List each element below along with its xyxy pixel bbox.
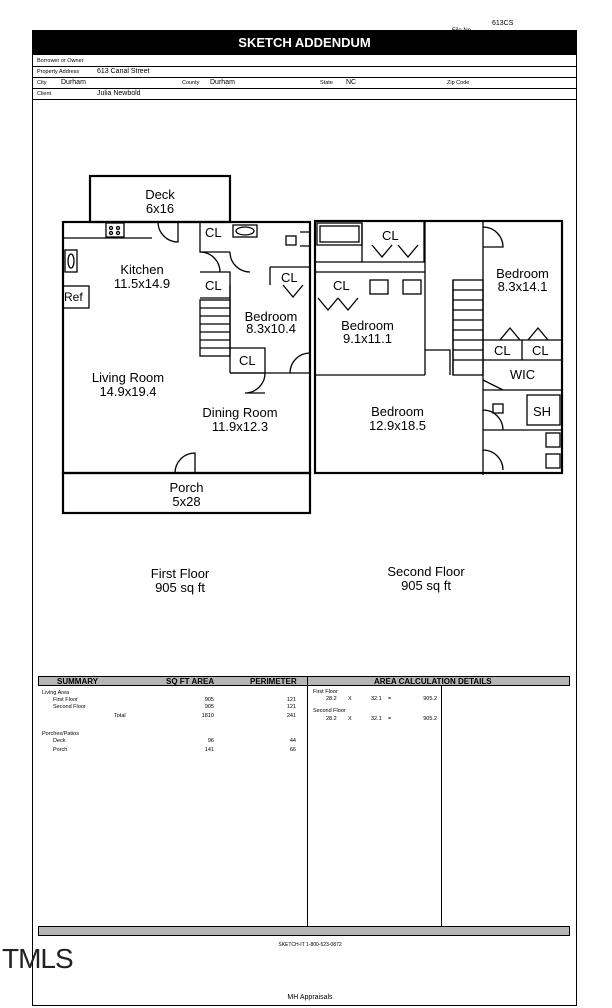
closet-label-8: CL [532,343,549,358]
total-row-label: Total [114,713,126,719]
dining-room-label: Dining Room 11.9x12.3 [202,405,278,434]
first-floor-area: 905 [204,697,214,703]
client-value: Julia Newbold [97,90,141,97]
summary-header [38,676,570,686]
first-floor-perimeter: 121 [286,697,296,703]
detail-x-2: X [348,716,352,722]
porch-area: 141 [204,747,214,753]
summary-footer-bar [38,926,570,936]
bedroom-2-label: Bedroom 8.3x14.1 [496,266,549,294]
sketchit-credit: SKETCH-IT 1-800-523-0872 [278,942,342,948]
closet-label-4: CL [239,353,256,368]
porch-perimeter: 66 [289,747,296,753]
bedroom-4-label: Bedroom 12.9x18.5 [368,404,427,433]
file-no-value: 613CS [492,20,514,27]
total-area: 1810 [201,713,214,719]
deck-row-label: Deck [53,738,66,744]
total-perimeter: 241 [286,713,296,719]
closet-label-6: CL [333,278,350,293]
detail-eq-1: = [388,696,392,702]
deck-perimeter: 44 [289,738,296,744]
detail-result-2: 905.2 [423,716,437,722]
property-value: 613 Canal Street [97,68,150,75]
perimeter-heading: PERIMETER [250,677,297,686]
city-label: City [37,80,47,86]
detail-eq-2: = [388,716,392,722]
detail-result-1: 905.2 [423,696,437,702]
second-floor-row-label: Second Floor [53,704,86,710]
ref-label: Ref [64,290,83,304]
bedroom-1-label: Bedroom 8.3x10.4 [244,309,298,336]
summary-heading: SUMMARY [57,677,99,686]
detail-a-2: 28.2 [326,716,337,722]
deck-area: 96 [207,738,214,744]
first-floor-outline [63,222,310,473]
kitchen-label: Kitchen 11.5x14.9 [113,262,171,291]
zip-label: Zip Code [447,80,470,86]
second-floor-perimeter: 121 [286,704,296,710]
detail-floor-1: First Floor [313,689,338,695]
second-floor-area: 905 [204,704,214,710]
sqft-heading: SQ FT AREA [166,677,215,686]
porch-label: Porch 5x28 [169,480,204,509]
porches-label: Porches/Patios [42,731,79,737]
detail-b-1: 32.1 [371,696,382,702]
details-heading: AREA CALCULATION DETAILS [374,677,492,686]
deck-label: Deck 6x16 [145,187,175,216]
state-label: State [320,80,333,86]
county-value: Durham [210,79,235,86]
closet-label-1: CL [205,225,222,240]
closet-label-3: CL [281,270,298,285]
first-floor-area-label: First Floor 905 sq ft [150,566,210,595]
closet-label-7: CL [494,343,511,358]
detail-b-2: 32.1 [371,716,382,722]
closet-label-2: CL [205,278,222,293]
first-floor-row-label: First Floor [53,697,78,703]
closet-label-5: CL [382,228,399,243]
bedroom-3-label: Bedroom 9.1x11.1 [341,318,394,346]
details-divider [441,686,442,926]
state-value: NC [346,79,357,86]
mls-logo: TMLS [2,943,73,974]
city-value: Durham [61,79,86,86]
borrower-label: Borrower or Owner [37,58,84,64]
second-floor-outline [315,221,562,473]
detail-a-1: 28.2 [326,696,337,702]
company-name: MH Appraisals [287,994,333,1001]
porch-row-label: Porch [53,747,68,753]
living-area-label: Living Area [42,690,70,696]
summary-divider [307,676,308,926]
property-label: Property Address [37,69,80,75]
wic-label: WIC [509,367,536,382]
detail-x-1: X [348,696,352,702]
page-title: SKETCH ADDENDUM [32,30,577,55]
second-floor-area-label: Second Floor 905 sq ft [387,564,465,593]
detail-floor-2: Second Floor [313,708,346,714]
living-room-label: Living Room 14.9x19.4 [91,370,165,399]
county-label: County [182,80,200,86]
shower-label: SH [533,404,552,419]
client-label: Client [37,91,52,97]
